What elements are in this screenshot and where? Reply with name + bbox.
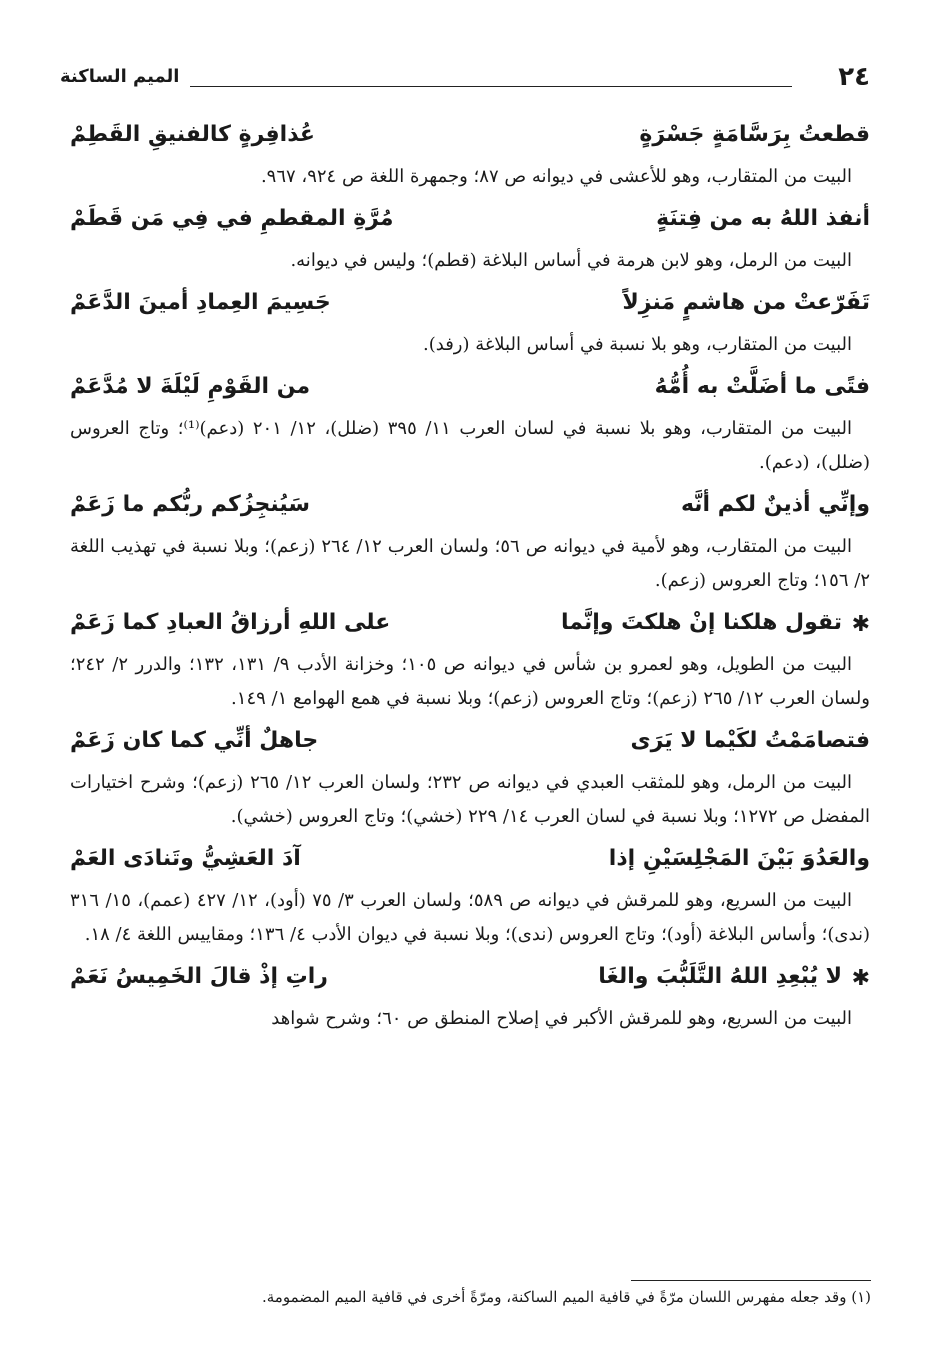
verse-line: [70, 114, 870, 160]
header-rule: [190, 86, 792, 87]
second-hemistich: من القَوْمِ لَيْلَةَ لا مُدَّعَمْ: [70, 374, 311, 399]
verse-entry: [70, 838, 870, 952]
verse-entry: [70, 198, 870, 278]
verse-source-note: البيت من السريع، وهو للمرقش في ديوانه ص ٥٨٩؛ ولسان العرب ٣/ ٧٥ (أود)، ١٢/ ٤٢٧ (عمم)، ١٥/ ٣١٦ (ندى)؛ وأساس البلاغة (أود)؛ وتاج العروس (ندى)؛ وبلا نسبة في ديوان الأدب ٤/ ١٣٦؛ ومقاييس اللغة ٤/ ١٨.: [70, 890, 870, 945]
verse-source-note: البيت من الرمل، وهو للمثقب العبدي في ديوانه ص ٢٣٢؛ ولسان العرب ١٢/ ٢٦٥ (زعم)؛ وشرح اختيارات المفضل ص ١٢٧٢؛ وبلا نسبة في لسان العرب ١٤/ ٢٢٩ (خشي)؛ وتاج العروس (خشي).: [70, 772, 870, 827]
verse-line: [70, 602, 870, 648]
footnote-divider: [631, 1280, 871, 1281]
verse-source-note: البيت من الرمل، وهو لابن هرمة في أساس البلاغة (قطم)؛ وليس في ديوانه.: [290, 250, 852, 271]
first-hemistich: وإنِّي أذينٌ لكم أنَّه: [680, 492, 870, 517]
verse-list: [70, 114, 870, 1040]
verse-line: [70, 198, 870, 244]
first-hemistich: لا يُبْعِدِ اللهُ التَّلَبُّبَ والغَا: [598, 964, 842, 989]
verse-entry: [70, 720, 870, 834]
verse-source-note: البيت من المتقارب، وهو بلا نسبة في أساس البلاغة (رفد).: [423, 334, 852, 355]
verse-line: [70, 956, 870, 1002]
second-hemistich: آدَ العَشِيُّ وتَنادَى العَمْ: [70, 846, 301, 871]
first-hemistich: أنفذ اللهُ به من فِتنَةٍ: [656, 206, 870, 231]
second-hemistich: مُرَّةِ المقطمِ في فِي مَن قَطَمْ: [70, 206, 394, 231]
second-hemistich: جَسِيمَ العِمادِ أمينَ الدَّعَمْ: [70, 290, 331, 315]
verse-line: [70, 282, 870, 328]
first-hemistich: قطعتُ بِرَسَّامَةٍ جَسْرَةٍ: [639, 122, 870, 147]
verse-line: [70, 366, 870, 412]
verse-source-note: البيت من المتقارب، وهو بلا نسبة في لسان العرب ١١/ ٣٩٥ (ضلل)، ١٢/ ٢٠١ (دعم)⁽¹⁾؛ وتاج العروس (ضلل)، (دعم).: [70, 418, 870, 473]
first-hemistich: فتًى ما أضَلَّتْ به أُمُّهُ: [654, 374, 870, 399]
verse-entry: [70, 282, 870, 362]
second-hemistich: راتِ إذْ قالَ الخَمِيسُ نَعَمْ: [70, 964, 328, 989]
running-title: الميم الساكنة: [60, 66, 180, 87]
verse-source-note: البيت من السريع، وهو للمرقش الأكبر في إصلاح المنطق ص ٦٠؛ وشرح شواهد: [271, 1008, 852, 1029]
second-hemistich: على اللهِ أرزاقُ العبادِ كما زَعَمْ: [70, 610, 391, 635]
verse-line: [70, 484, 870, 530]
page-number: ٢٤: [838, 62, 870, 92]
verse-entry: [70, 956, 870, 1036]
verse-entry: [70, 602, 870, 716]
second-hemistich: جاهلٌ أنِّي كما كان زَعَمْ: [70, 728, 319, 753]
footnote: (١) وقد جعله مفهرس اللسان مرّةً في قافية الميم الساكنة، ومرّةً أخرى في قافية الميم المضمومة.: [262, 1288, 871, 1306]
verse-source-note: البيت من المتقارب، وهو للأعشى في ديوانه ص ٨٧؛ وجمهرة اللغة ص ٩٢٤، ٩٦٧.: [260, 166, 852, 187]
verse-entry: [70, 484, 870, 598]
verse-entry: [70, 366, 870, 480]
page-header: [60, 60, 870, 100]
second-hemistich: سَيُنجِزُكم ربُّكم ما زَعَمْ: [70, 492, 310, 517]
first-hemistich: والعَدُوَ بَيْنَ المَجْلِسَيْنِ إذا: [608, 846, 870, 871]
first-hemistich: تَفَرّعتْ من هاشمٍ مَنزِلاً: [622, 290, 870, 315]
asterisk-icon: ✱: [851, 612, 870, 637]
second-hemistich: عُذافِرةٍ كالفنيقِ القَطِمْ: [70, 122, 315, 147]
first-hemistich: فتصامَمْتُ لكَيْما لا يَرَى: [630, 728, 870, 753]
first-hemistich: تقول هلكنا إنْ هلكتَ وإنَّما: [560, 610, 842, 635]
verse-line: [70, 838, 870, 884]
verse-line: [70, 720, 870, 766]
verse-source-note: البيت من المتقارب، وهو لأمية في ديوانه ص ٥٦؛ ولسان العرب ١٢/ ٢٦٤ (زعم)؛ وبلا نسبة في تهذيب اللغة ٢/ ١٥٦؛ وتاج العروس (زعم).: [70, 536, 870, 591]
verse-entry: [70, 114, 870, 194]
asterisk-icon: ✱: [851, 966, 870, 991]
verse-source-note: البيت من الطويل، وهو لعمرو بن شأس في ديوانه ص ١٠٥؛ وخزانة الأدب ٩/ ١٣١، ١٣٢؛ والدرر ٢/ ٢٤٢؛ ولسان العرب ١٢/ ٢٦٥ (زعم)؛ وتاج العروس (زعم)؛ وبلا نسبة في همع الهوامع ١/ ١٤٩.: [70, 654, 870, 709]
